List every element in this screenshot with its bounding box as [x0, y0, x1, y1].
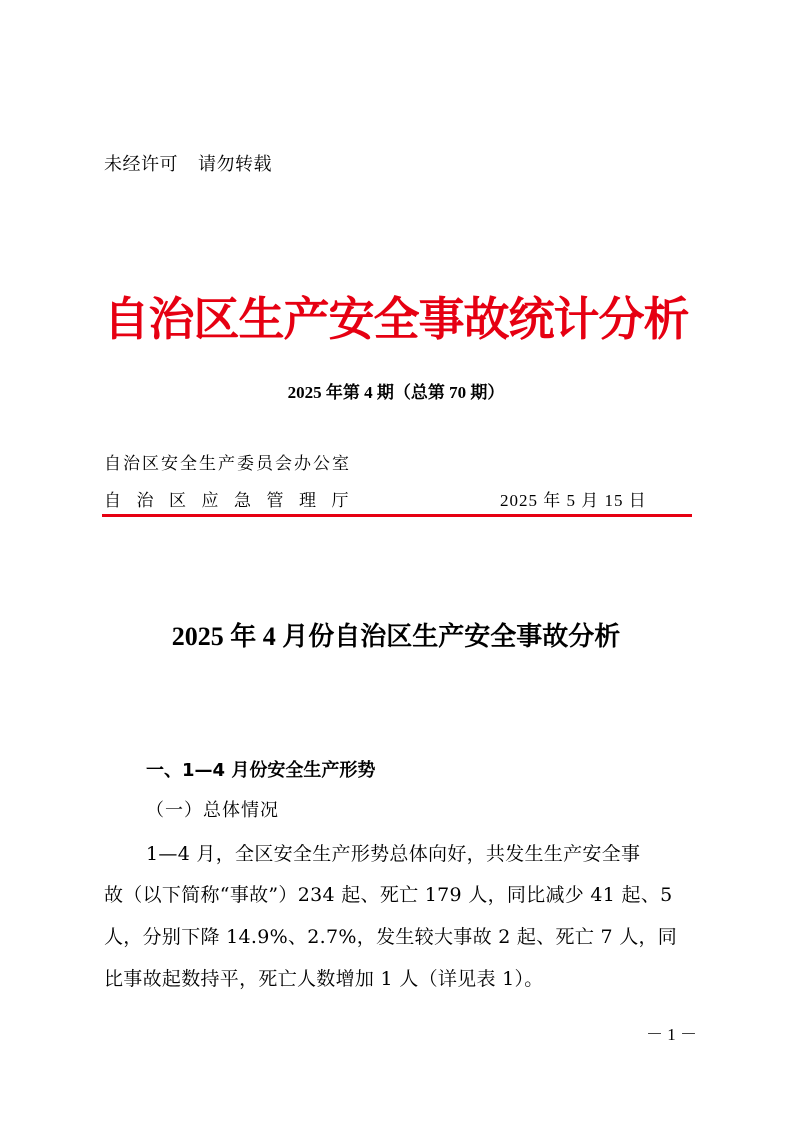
publish-date: 2025 年 5 月 15 日 [500, 491, 647, 510]
reprint-notice [104, 150, 272, 176]
subsection-heading: （一）总体情况 [146, 800, 279, 821]
issue-number: 2025 年第 4 期（总第 70 期） [287, 383, 505, 402]
document-title: 2025 年 4 月份自治区生产安全事故分析 [171, 622, 621, 651]
masthead-title: 自治区生产安全事故统计分析 [103, 292, 689, 346]
publisher-org-2: 自治区应急管理厅 [104, 491, 364, 511]
publisher-org-1: 自治区安全生产委员会办公室 [104, 454, 351, 474]
masthead-divider [102, 514, 692, 517]
paragraph-line-4: 比事故起数持平，死亡人数增加 1 人（详见表 1）。 [104, 968, 544, 990]
reprint-notice-part2: 请勿转载 [198, 154, 272, 175]
paragraph-line-1: 1—4 月，全区安全生产形势总体向好，共发生生产安全事 [146, 843, 641, 865]
page-number: － 1 － [646, 1025, 697, 1044]
reprint-notice-part1: 未经许可 [104, 154, 178, 175]
paragraph-line-3: 人，分别下降 14.9%、2.7%，发生较大事故 2 起、死亡 7 人，同 [104, 926, 678, 948]
section-heading: 一、1—4 月份安全生产形势 [146, 760, 376, 781]
paragraph-line-2: 故（以下简称“事故”）234 起、死亡 179 人，同比减少 41 起、5 [104, 884, 673, 906]
